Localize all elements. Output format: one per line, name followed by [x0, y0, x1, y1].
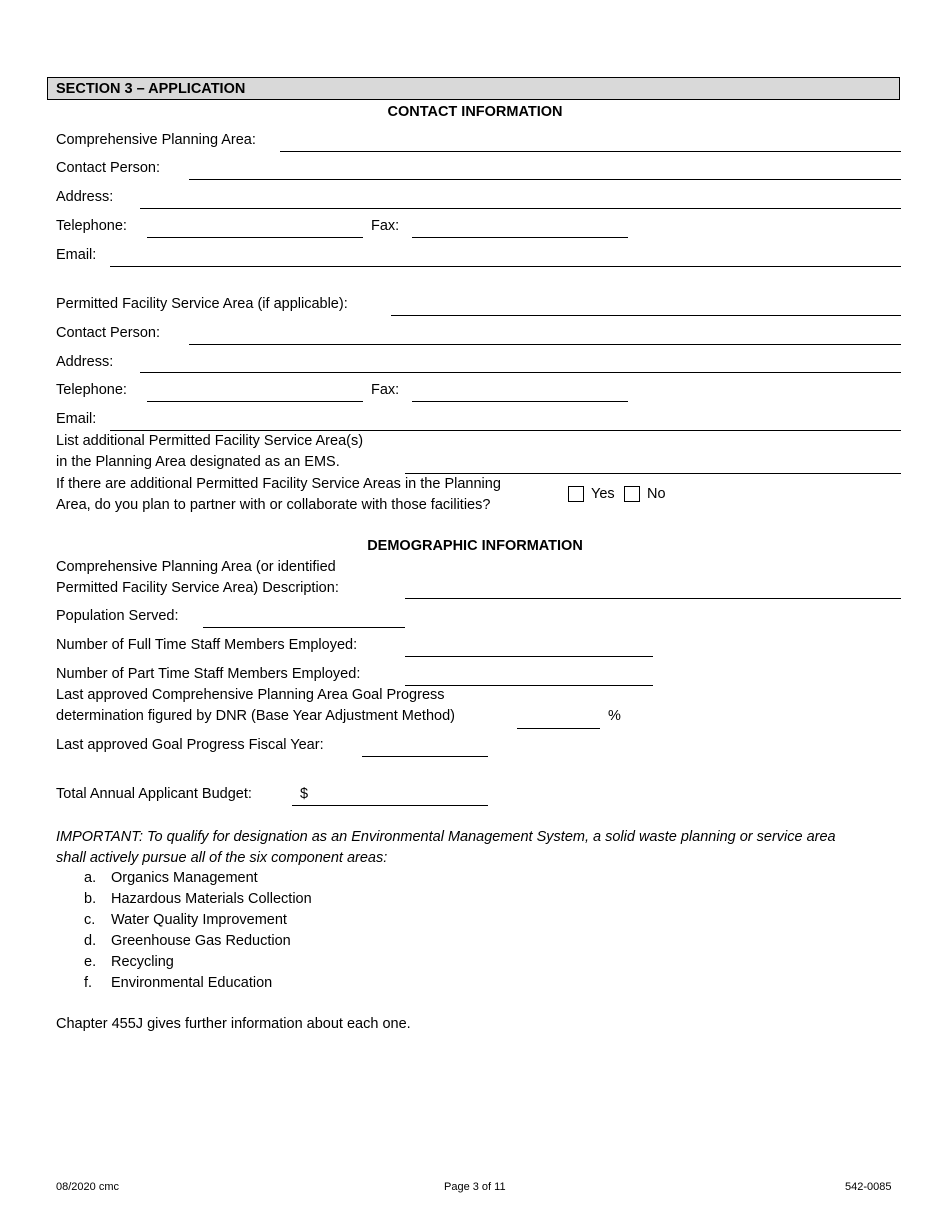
contact-heading: CONTACT INFORMATION: [387, 104, 563, 120]
contact-person-2-field[interactable]: [189, 344, 901, 345]
parttime-label: Number of Part Time Staff Members Employed:: [56, 666, 361, 682]
footer-revision: 08/2020 cmc: [56, 1181, 119, 1193]
email-2-field[interactable]: [110, 430, 901, 431]
partner-question-line1: If there are additional Permitted Facility Service Areas in the Planning: [56, 476, 501, 492]
goal-line1: Last approved Comprehensive Planning Area Goal Progress: [56, 687, 445, 703]
telephone-label: Telephone:: [56, 218, 127, 234]
parttime-field[interactable]: [405, 685, 653, 686]
contact-person-field[interactable]: [189, 179, 901, 180]
list-item-organics: Organics Management: [111, 870, 258, 886]
dollar-sign: $: [300, 786, 309, 802]
yes-label: Yes: [591, 486, 615, 502]
fax-field[interactable]: [412, 237, 628, 238]
list-item-marker: a.: [84, 870, 97, 886]
description-line2: Permitted Facility Service Area) Description:: [56, 580, 339, 596]
budget-label: Total Annual Applicant Budget:: [56, 786, 252, 802]
list-item-marker: b.: [84, 891, 97, 907]
percent-sign: %: [608, 708, 621, 724]
list-item-recycling: Recycling: [111, 954, 174, 970]
cpa-label: Comprehensive Planning Area:: [56, 132, 256, 148]
contact-person-label: Contact Person:: [56, 160, 160, 176]
fax-2-label: Fax:: [371, 382, 400, 398]
description-line1: Comprehensive Planning Area (or identified: [56, 559, 336, 575]
no-label: No: [647, 486, 666, 502]
population-label: Population Served:: [56, 608, 179, 624]
footer-form-number: 542-0085: [845, 1181, 892, 1193]
list-item-greenhouse: Greenhouse Gas Reduction: [111, 933, 291, 949]
email-label: Email:: [56, 247, 97, 263]
list-item-hazardous: Hazardous Materials Collection: [111, 891, 312, 907]
fiscal-year-field[interactable]: [362, 756, 488, 757]
no-checkbox[interactable]: [624, 486, 640, 502]
contact-person-2-label: Contact Person:: [56, 325, 160, 341]
partner-question-line2: Area, do you plan to partner with or collaborate with those facilities?: [56, 497, 491, 513]
yes-checkbox[interactable]: [568, 486, 584, 502]
fax-2-field[interactable]: [412, 401, 628, 402]
list-additional-line1: List additional Permitted Facility Service Area(s): [56, 433, 364, 449]
list-item-education: Environmental Education: [111, 975, 273, 991]
address-label: Address:: [56, 189, 114, 205]
budget-field[interactable]: [292, 805, 488, 806]
list-item-marker: f.: [84, 975, 93, 991]
address-field[interactable]: [140, 208, 901, 209]
telephone-field[interactable]: [147, 237, 363, 238]
section-title: SECTION 3 – APPLICATION: [47, 77, 900, 100]
telephone-2-field[interactable]: [147, 401, 363, 402]
list-additional-line2: in the Planning Area designated as an EMS.: [56, 454, 340, 470]
pfsa-label: Permitted Facility Service Area (if applicable):: [56, 296, 348, 312]
pfsa-field[interactable]: [391, 315, 901, 316]
description-field[interactable]: [405, 598, 901, 599]
email-2-label: Email:: [56, 411, 97, 427]
list-additional-field[interactable]: [405, 473, 901, 474]
list-item-marker: e.: [84, 954, 97, 970]
goal-percent-field[interactable]: [517, 728, 600, 729]
footer-page-number: Page 3 of 11: [444, 1181, 506, 1193]
email-field[interactable]: [110, 266, 901, 267]
list-item-marker: c.: [84, 912, 96, 928]
telephone-2-label: Telephone:: [56, 382, 127, 398]
important-line2: shall actively pursue all of the six component areas:: [56, 850, 388, 866]
fiscal-year-label: Last approved Goal Progress Fiscal Year:: [56, 737, 324, 753]
goal-line2: determination figured by DNR (Base Year Adjustment Method): [56, 708, 455, 724]
chapter-note: Chapter 455J gives further information about each one.: [56, 1016, 411, 1032]
list-item-water: Water Quality Improvement: [111, 912, 287, 928]
demographic-heading: DEMOGRAPHIC INFORMATION: [367, 538, 583, 554]
fulltime-field[interactable]: [405, 656, 653, 657]
population-field[interactable]: [203, 627, 405, 628]
fax-label: Fax:: [371, 218, 400, 234]
address-2-label: Address:: [56, 354, 114, 370]
list-item-marker: d.: [84, 933, 97, 949]
address-2-field[interactable]: [140, 372, 901, 373]
important-line1: IMPORTANT: To qualify for designation as an Environmental Management System, a solid waste planning or service area: [56, 829, 836, 845]
fulltime-label: Number of Full Time Staff Members Employed:: [56, 637, 358, 653]
cpa-field[interactable]: [280, 151, 901, 152]
